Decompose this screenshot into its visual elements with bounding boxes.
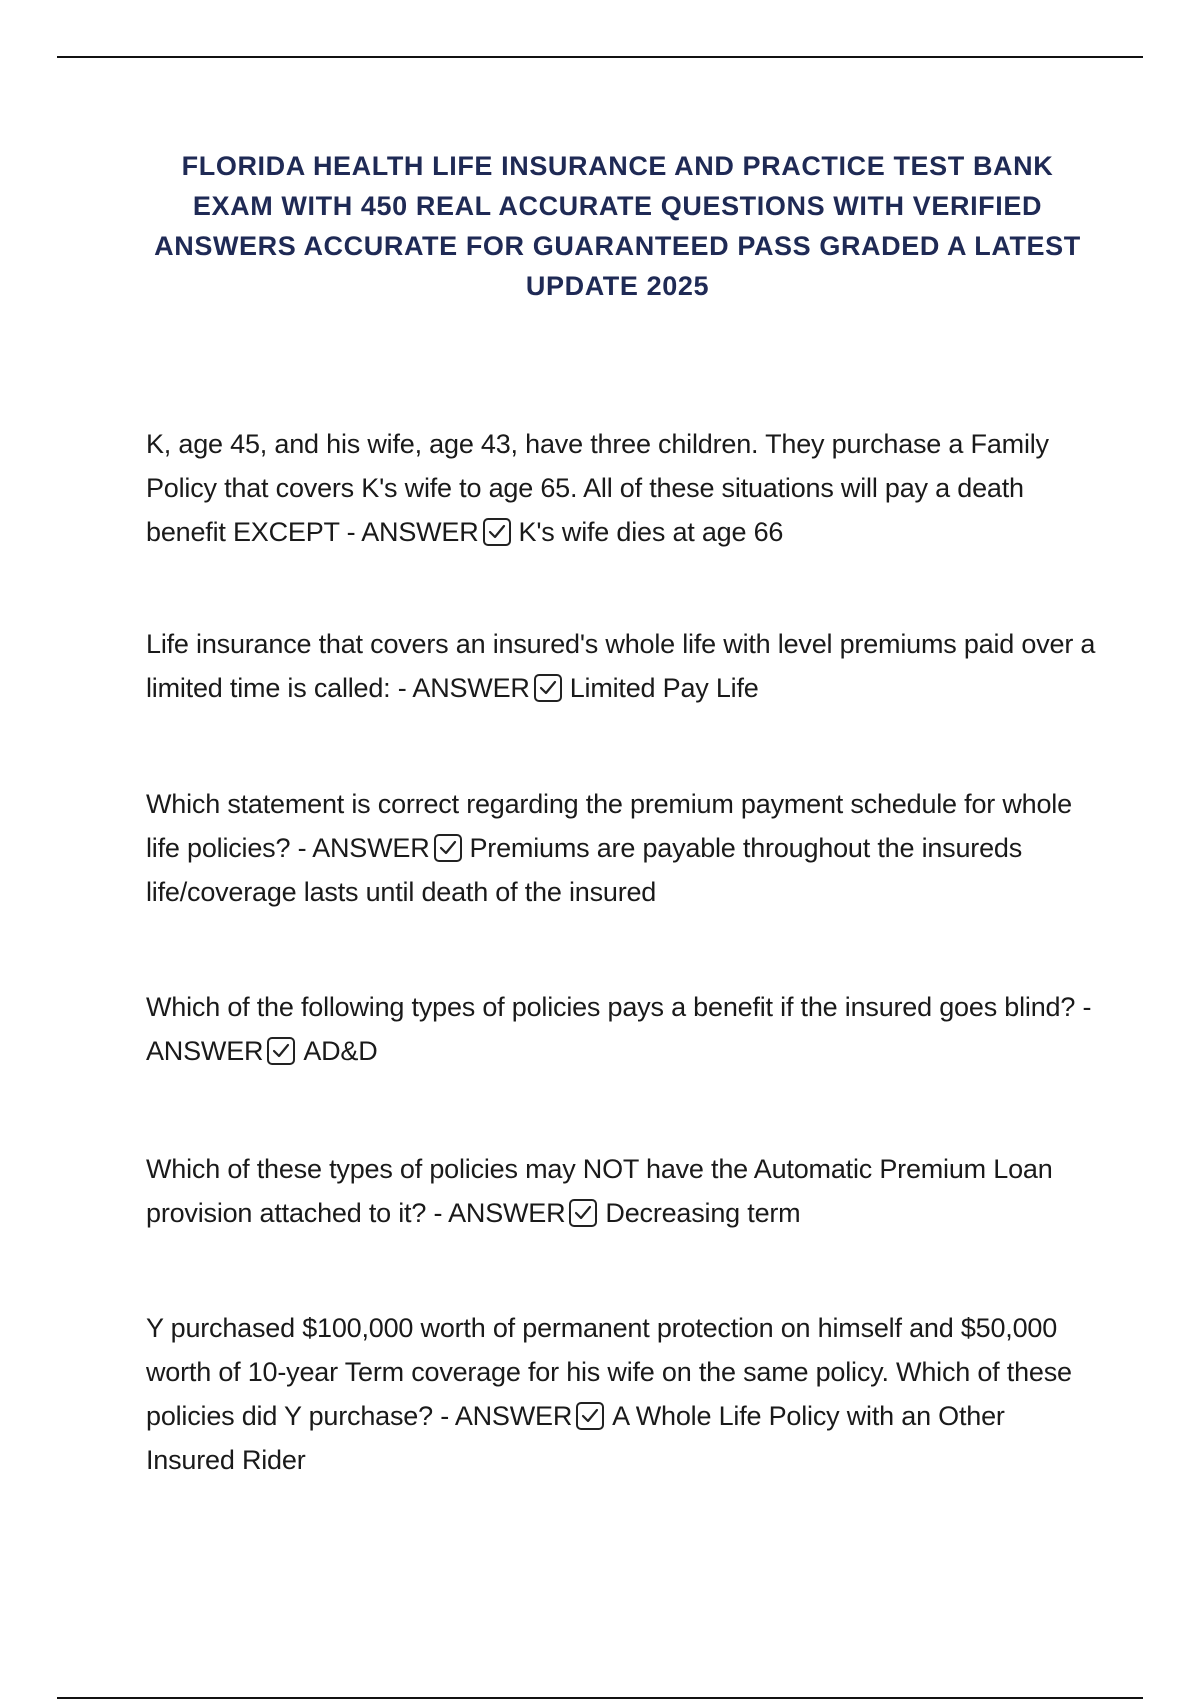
bottom-rule: [57, 1697, 1143, 1699]
answer-label: ANSWER: [412, 673, 530, 703]
document-title: FLORIDA HEALTH LIFE INSURANCE AND PRACTICE TEST BANK EXAM WITH 450 REAL ACCURATE QUESTIONS WITH VERIFIED ANSWERS ACCURATE FOR GUARANTEED PASS GRADED A LATEST UPDATE 2025: [154, 151, 1081, 301]
checkbox-checked-icon: [483, 518, 511, 546]
question-text: K, age 45, and his wife, age 43, have three children. They purchase a Family Policy that covers K's wife to age 65. All of these situations will pay a death benefit EXCEPT -: [146, 429, 1049, 547]
answer-text: Premiums are payable throughout the insureds life/coverage lasts until death of the insured: [146, 833, 1023, 907]
question-text: Which statement is correct regarding the premium payment schedule for whole life policies? -: [146, 789, 1072, 863]
answer-label: ANSWER: [454, 1401, 573, 1431]
answer-text: A Whole Life Policy with an Other Insured Rider: [146, 1401, 1005, 1475]
qa-item-3: [146, 782, 1096, 914]
question-text: Which of these types of policies may NOT have the Automatic Premium Loan provision attached to it? -: [146, 1154, 1053, 1228]
question-text: Y purchased $100,000 worth of permanent protection on himself and $50,000 worth of 10-year Term coverage for his wife on the same policy. Which of these policies did Y purchase? -: [146, 1313, 1072, 1431]
answer-label: ANSWER: [146, 1036, 264, 1066]
checkbox-checked-icon: [576, 1402, 604, 1430]
answer-label: ANSWER: [448, 1198, 566, 1228]
answer-text: K's wife dies at age 66: [518, 517, 784, 547]
answer-text: AD&D: [303, 1036, 378, 1066]
question-text: Life insurance that covers an insured's whole life with level premiums paid over a limited time is called: -: [146, 629, 1096, 703]
qa-item-1: [146, 422, 1096, 554]
qa-item-4: [146, 985, 1096, 1073]
answer-text: Limited Pay Life: [569, 673, 759, 703]
answer-text: Decreasing term: [605, 1198, 801, 1228]
qa-item-5: [146, 1147, 1096, 1235]
qa-item-2: [146, 622, 1096, 710]
question-text: Which of the following types of policies pays a benefit if the insured goes blind? -: [146, 992, 1092, 1022]
answer-label: ANSWER: [361, 517, 479, 547]
qa-item-6: [146, 1306, 1096, 1482]
checkbox-checked-icon: [267, 1037, 295, 1065]
top-rule: [57, 56, 1143, 58]
checkbox-checked-icon: [434, 834, 462, 862]
checkbox-checked-icon: [534, 674, 562, 702]
answer-label: ANSWER: [312, 833, 430, 863]
checkbox-checked-icon: [569, 1199, 597, 1227]
